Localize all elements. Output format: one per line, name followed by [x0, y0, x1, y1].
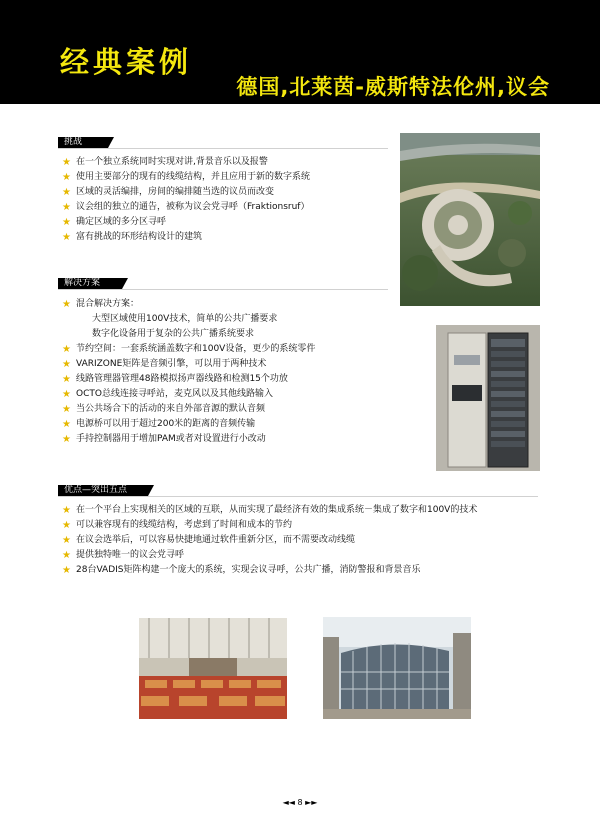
star-bullet-icon: ★ — [62, 404, 71, 415]
star-bullet-icon: ★ — [62, 232, 71, 243]
list-item: ★ 线路管理器管理48路模拟扬声器线路和检测15个功放 — [62, 374, 288, 385]
parliament-chamber-photo — [139, 618, 287, 719]
list-subitem: 数字化设备用于复杂的公共广播系统要求 — [92, 329, 255, 339]
star-bullet-icon: ★ — [62, 565, 71, 576]
section-divider — [58, 289, 388, 290]
star-bullet-icon: ★ — [62, 299, 71, 310]
equipment-rack-photo — [436, 325, 540, 471]
list-item: ★ 议会组的独立的通告，被称为议会党寻呼（Fraktionsruf） — [62, 202, 310, 213]
star-bullet-icon: ★ — [62, 535, 71, 546]
list-item: ★ 节约空间：一套系统涵盖数字和100V设备，更少的系统零件 — [62, 344, 316, 355]
section-label-advantages: 优点—突出五点 — [58, 485, 148, 496]
section-label-solution: 解决方案 — [58, 278, 122, 289]
list-item: ★ 提供独特唯一的议会党寻呼 — [62, 550, 185, 561]
section-divider — [58, 148, 388, 149]
list-item: ★ OCTO总线连接寻呼站，麦克风以及其他线路输入 — [62, 389, 273, 400]
star-bullet-icon: ★ — [62, 172, 71, 183]
header-banner — [0, 0, 600, 104]
star-bullet-icon: ★ — [62, 359, 71, 370]
page-title: 经典案例 — [60, 45, 193, 79]
prev-page-arrow-icon: ◄◄ — [282, 798, 295, 807]
list-item: ★ 手持控制器用于增加PAM或者对设置进行小改动 — [62, 434, 266, 445]
page-footer — [0, 798, 600, 807]
star-bullet-icon: ★ — [62, 520, 71, 531]
list-item: ★ 电源桥可以用于超过200米的距离的音频传输 — [62, 419, 256, 430]
star-bullet-icon: ★ — [62, 434, 71, 445]
star-bullet-icon: ★ — [62, 374, 71, 385]
list-item: ★ 28台VADIS矩阵构建一个庞大的系统，实现会议寻呼，公共广播，消防警报和背景音乐 — [62, 565, 421, 576]
star-bullet-icon: ★ — [62, 419, 71, 430]
page-number: 8 — [297, 798, 303, 807]
list-item: ★ 富有挑战的环形结构设计的建筑 — [62, 232, 203, 243]
star-bullet-icon: ★ — [62, 550, 71, 561]
list-item: ★ VARIZONE矩阵是音频引擎，可以用于两种技术 — [62, 359, 267, 370]
list-item: ★ 确定区域的多分区寻呼 — [62, 217, 167, 228]
star-bullet-icon: ★ — [62, 217, 71, 228]
list-subitem: 大型区域使用100V技术，简单的公共广播要求 — [92, 314, 278, 324]
section-label-challenge: 挑战 — [58, 137, 108, 148]
list-item: ★ 可以兼容现有的线缆结构，考虑到了时间和成本的节约 — [62, 520, 293, 531]
star-bullet-icon: ★ — [62, 157, 71, 168]
star-bullet-icon: ★ — [62, 187, 71, 198]
list-item: ★ 在议会选举后，可以容易快捷地通过软件重新分区，而不需要改动线缆 — [62, 535, 356, 546]
list-item: ★ 当公共场合下的活动的来自外部音源的默认音频 — [62, 404, 266, 415]
list-item: ★ 在一个平台上实现相关的区域的互联，从而实现了最经济有效的集成系统－集成了数字和100V的技术 — [62, 505, 478, 516]
advantages-list — [62, 503, 477, 578]
list-item: ★ 混合解决方案： — [62, 299, 140, 310]
section-divider — [58, 496, 538, 497]
next-page-arrow-icon: ►► — [305, 798, 318, 807]
star-bullet-icon: ★ — [62, 389, 71, 400]
star-bullet-icon: ★ — [62, 344, 71, 355]
list-item: ★ 使用主要部分的现有的线缆结构，并且应用于新的数字系统 — [62, 172, 311, 183]
star-bullet-icon: ★ — [62, 202, 71, 213]
challenge-list — [62, 155, 310, 245]
list-item: ★ 在一个独立系统同时实现对讲,背景音乐以及报警 — [62, 157, 268, 168]
solution-list — [62, 297, 315, 447]
page-subtitle: 德国,北莱茵-威斯特法伦州,议会 — [236, 75, 550, 99]
building-exterior-photo — [323, 617, 471, 719]
aerial-building-photo — [400, 133, 540, 306]
list-item: ★ 区域的灵活编排，房间的编排随当选的议员而改变 — [62, 187, 275, 198]
star-bullet-icon: ★ — [62, 505, 71, 516]
